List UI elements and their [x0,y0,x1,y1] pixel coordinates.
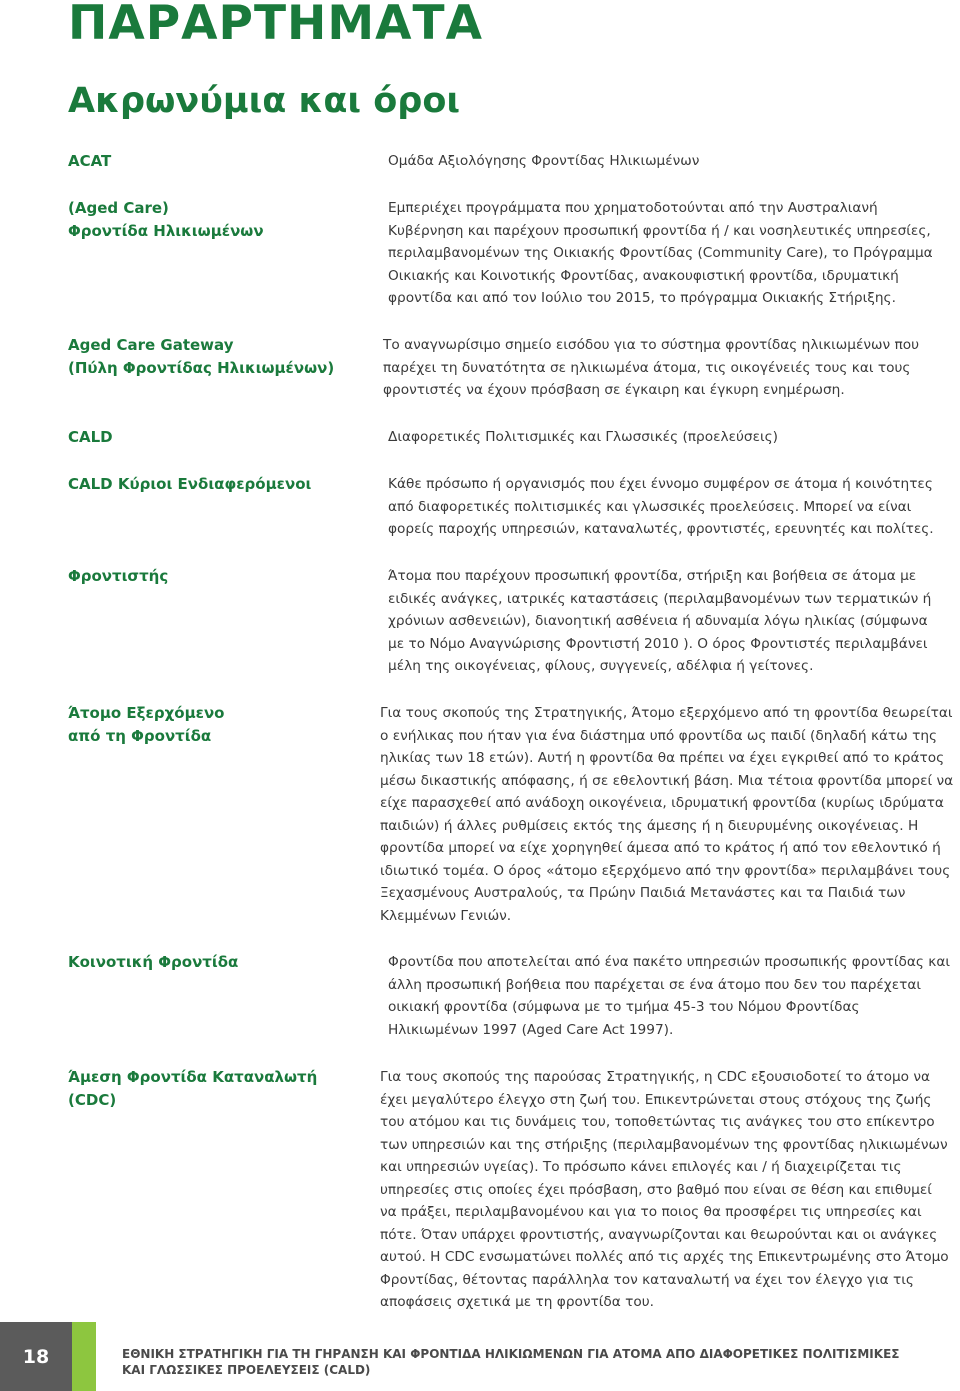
definition-aged-care-gateway: Το αναγνωρίσιμο σημείο εισόδου για το σύστημα φροντίδας ηλικιωμένων που παρέχει τη δυνατότητα σε ηλικιωμένα άτομα, τις οικογένειές τους και τους φροντιστές να έχουν πρόσβαση σε έγκαιρη και έγκυρη ενημέρωση. [383,337,919,398]
definition-cald: Διαφορετικές Πολιτισμικές και Γλωσσικές (προελεύσεις) [388,429,778,445]
definition-cald-stakeholders: Κάθε πρόσωπο ή οργανισμός που έχει έννομο συμφέρον σε άτομα ή κοινότητες από διαφορετικές πολιτισμικές και γλωσσικές προελεύσεις. Μπορεί να είναι φορείς παροχής υπηρεσιών, καταναλωτές, φροντιστές, ερευνητές και πολίτες. [388,476,934,537]
definition-aged-care: Εμπεριέχει προγράμματα που χρηματοδοτούνται από την Αυστραλιανή Κυβέρνηση και παρέχουν προσωπική φροντίδα ή / και νοσηλευτικές υπηρεσίες, περιλαμβανομένων της Οικιακής Φροντίδας (Community Care), το Πρόγραμμα Οικιακής και Κοινοτικής Φροντίδας, ανακουφιστική φροντίδα, ιδρυματική φροντίδα και από τον Ιούλιο του 2015, το πρόγραμμα Οικιακής Στήριξης. [388,200,933,306]
term-aged-care [68,197,358,242]
page-title: ΠΑΡΑΡΤΗΜΑΤΑ [68,0,483,51]
definition-acat: Ομάδα Αξιολόγησης Φροντίδας Ηλικιωμένων [388,153,700,169]
term-carer [68,565,358,588]
footer-line: ΚΑΙ ΓΛΩΣΣΙΚΕΣ ΠΡΟΕΛΕΥΣΕΙΣ (CALD) [122,1363,371,1377]
term-line: (Πύλη Φροντίδας Ηλικιωμένων) [68,358,335,377]
term-care-leaver [68,702,358,747]
term-line: Κοινοτική Φροντίδα [68,953,239,971]
term-line: (Aged Care) [68,199,169,217]
term-line: CALD [68,428,113,446]
definition-care-leaver: Για τους σκοπούς της Στρατηγικής, Άτομο εξερχόμενο από τη φροντίδα θεωρείται ο ενήλικας που ήταν για ένα διάστημα υπό φροντίδα ως παιδί (δηλαδή κάτω της ηλικίας των 18 ετών). Αυτή η φροντίδα θα πρέπει να έχει εγκριθεί από το κράτος μέσω δικαστικής απόφασης, ή σε εθελοντική βάση. Μια τέτοια φροντίδα μπορεί να είχε παρασχεθεί από ανάδοχη οικογένεια, ιδρυματική φροντίδα (κυρίως ιδρύματα παιδιών) ή άλλες ρυθμίσεις εκτός της άμεσης ή η διευρυμένης οικογένειας. Η φροντίδα μπορεί να είχε χορηγηθεί άμεσα από το κράτος ή από τον εθελοντικό ή ιδιωτικό τομέα. Ο όρος «άτομο εξερχόμενο από την φροντίδα» περιλαμβάνει τους Ξεχασμένους Αυστραλούς, τα Πρώην Παιδιά Μετανάστες και τα Παιδιά των Κλεμμένων Γενιών. [380,705,954,924]
term-line: ACAT [68,152,112,170]
term-line: από τη Φροντίδα [68,726,212,745]
term-aged-care-gateway [68,334,358,379]
term-cdc [68,1066,358,1111]
term-line: Φροντίδα Ηλικιωμένων [68,221,264,240]
term-line: Άτομο Εξερχόμενο [68,704,225,722]
footer-line: ΕΘΝΙΚΗ ΣΤΡΑΤΗΓΙΚΗ ΓΙΑ ΤΗ ΓΗΡΑΝΣΗ ΚΑΙ ΦΡΟΝΤΙΔΑ ΗΛΙΚΙΩΜΕΝΩΝ ΓΙΑ ΑΤΟΜΑ ΑΠΟ ΔΙΑΦΟΡΕΤΙΚΕΣ ΠΟΛΙΤΙΣΜΙΚΕΣ [122,1347,900,1361]
definition-community-care: Φροντίδα που αποτελείται από ένα πακέτο υπηρεσιών προσωπικής φροντίδας και άλλη προσωπική βοήθεια που παρέχεται σε ένα άτομο που δεν του παρέχεται οικιακή φροντίδα (σύμφωνα με το τμήμα 45-3 του Νόμου Φροντίδας Ηλικιωμένων 1997 (Aged Care Act 1997). [388,954,950,1038]
term-cald-stakeholders [68,473,358,496]
term-line: Άμεση Φροντίδα Καταναλωτή [68,1068,318,1086]
section-title: Ακρωνύμια και όροι [68,81,461,121]
term-line: Aged Care Gateway [68,336,234,354]
term-line: (CDC) [68,1090,117,1109]
definition-cdc: Για τους σκοπούς της παρούσας Στρατηγικής, η CDC εξουσιοδοτεί το άτομο να έχει μεγαλύτερο έλεγχο στη ζωή του. Επικεντρώνεται στους στόχους της ζωής του ατόμου και τις δυνάμεις του, τοποθετώντας τις ανάγκες του στο επίκεντρο των υπηρεσιών και της στήριξης (περιλαμβανομένων της φροντίδας ηλικιωμένων και υπηρεσιών υγείας). Το πρόσωπο κάνει επιλογές και / ή διαχειρίζεται τις υπηρεσίες στις οποίες έχει πρόσβαση, στο βαθμό που είναι σε θέση και επιθυμεί να πράξει, περιλαμβανομένου και για το ποιος θα προσφέρει τις υπηρεσίες και πότε. Όταν υπάρχει φροντιστής, αναγνωρίζονται και θεωρούνται και οι ανάγκες αυτού. Η CDC ενσωματώνει πολλές από τις αρχές της Επικεντρωμένης στο Άτομο Φροντίδας, θέτοντας παράλληλα τον καταναλωτή να έχει τον έλεγχο για τις αποφάσεις σχετικά με τη φροντίδα του. [380,1069,949,1310]
footer-accent-bar [72,1322,96,1391]
page-number: 18 [0,1322,72,1391]
definition-carer: Άτομα που παρέχουν προσωπική φροντίδα, στήριξη και βοήθεια σε άτομα με ειδικές ανάγκες, ιατρικές καταστάσεις (περιλαμβανομένων των τερματικών ή χρόνιων ασθενειών), διανοητική ασθένεια ή αδυναμία λόγω ηλικίας (σύμφωνα με το Νόμο Αναγνώρισης Φροντιστή 2010 ). Ο όρος Φροντιστές περιλαμβάνει μέλη της οικογένειας, φίλους, συγγενείς, αδέλφια ή γείτονες. [388,568,932,674]
term-line: CALD Κύριοι Ενδιαφερόμενοι [68,475,312,493]
term-line: Φροντιστής [68,567,169,585]
term-community-care [68,951,358,974]
term-acat [68,150,358,173]
term-cald [68,426,358,449]
footer-document-title [122,1346,942,1378]
